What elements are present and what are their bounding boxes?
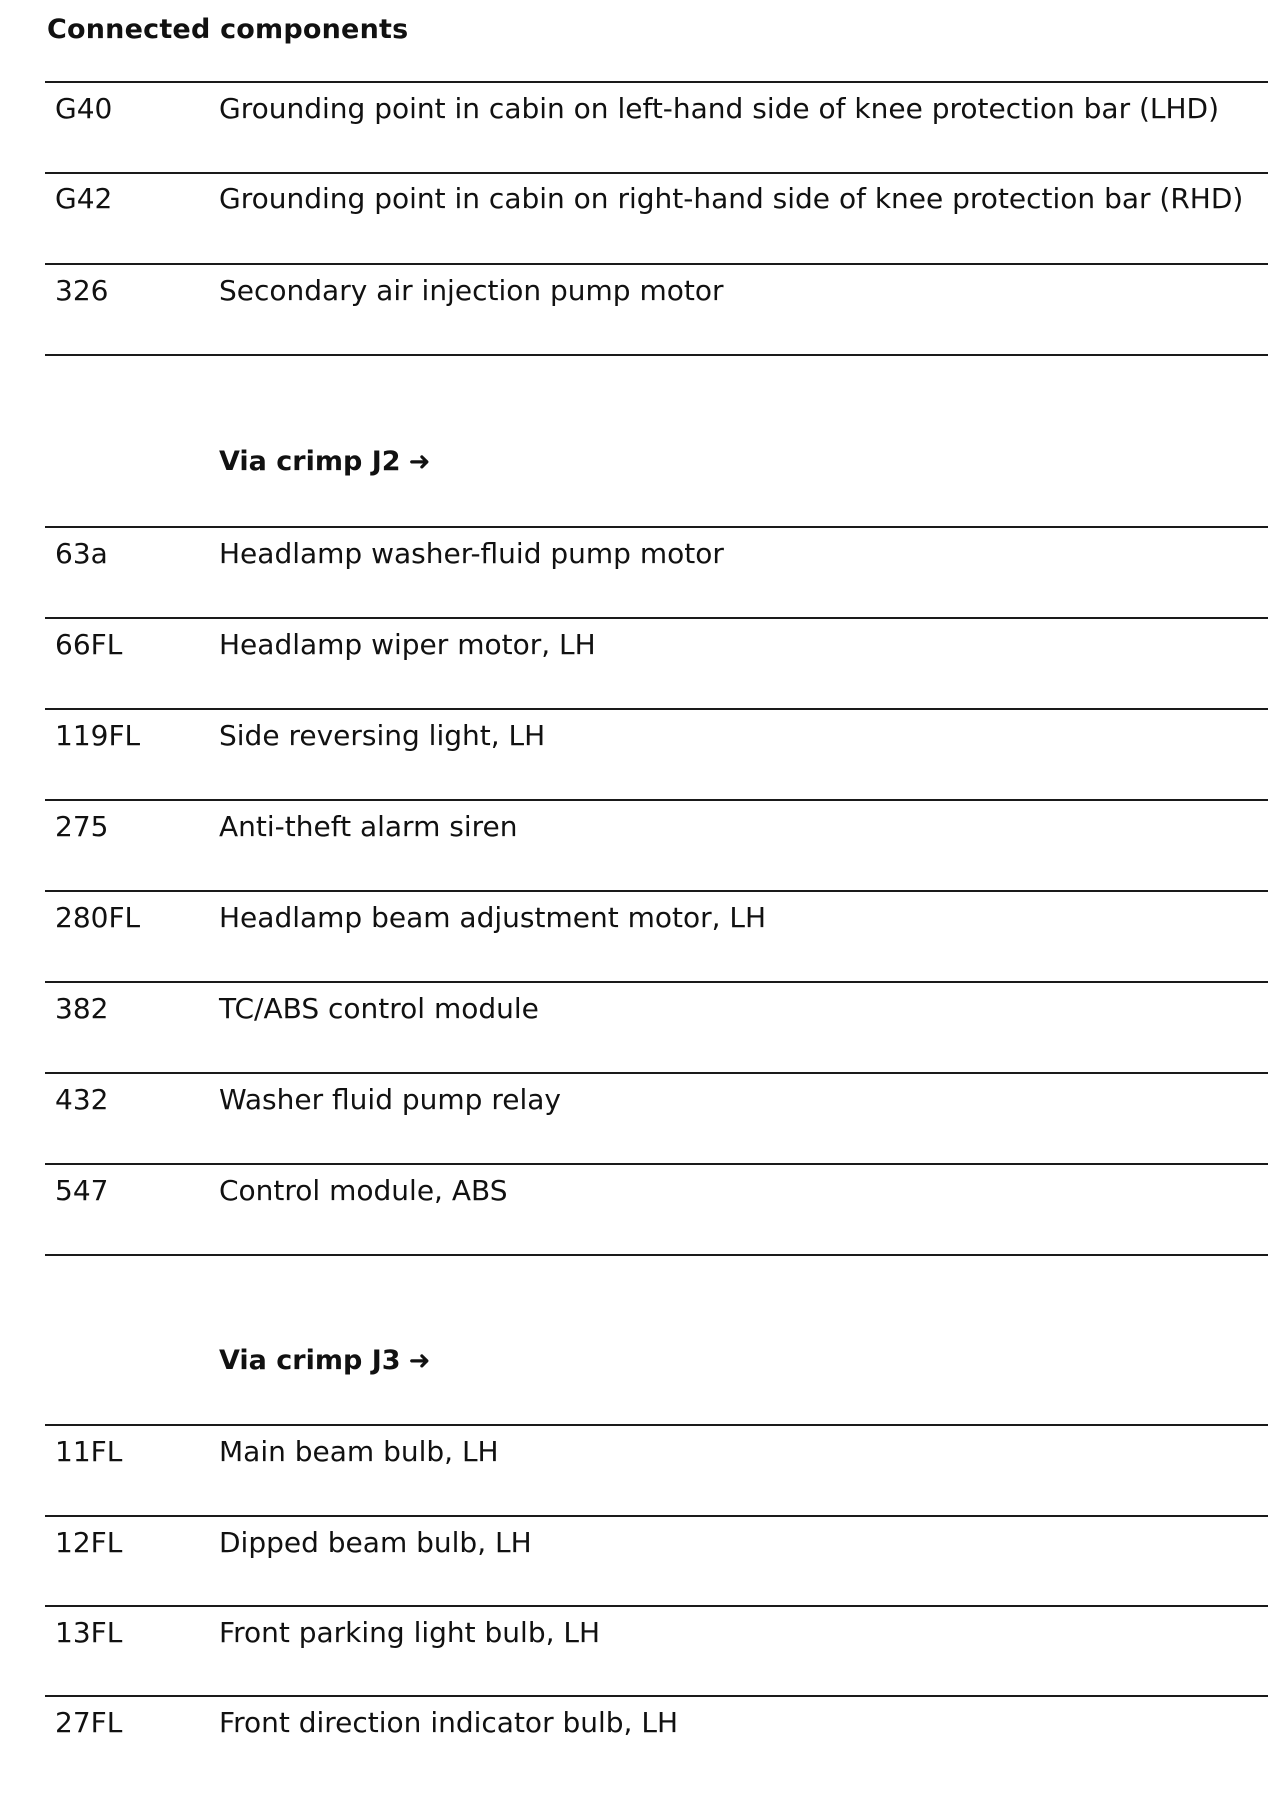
component-code: 382 bbox=[55, 992, 109, 1025]
section-heading-label: Via crimp J2 bbox=[219, 446, 401, 477]
component-description: Washer fluid pump relay bbox=[219, 1083, 561, 1116]
table-divider bbox=[45, 1605, 1268, 1607]
component-description: Headlamp beam adjustment motor, LH bbox=[219, 901, 767, 934]
component-description: TC/ABS control module bbox=[219, 992, 539, 1025]
section-heading bbox=[219, 1345, 430, 1376]
component-code: 275 bbox=[55, 810, 109, 843]
table-divider bbox=[45, 1695, 1268, 1697]
arrow-right-icon: ➜ bbox=[408, 447, 431, 477]
component-description: Front direction indicator bulb, LH bbox=[219, 1706, 679, 1739]
table-divider bbox=[45, 1254, 1268, 1256]
arrow-right-icon: ➜ bbox=[408, 1346, 431, 1376]
table-divider bbox=[45, 617, 1268, 619]
table-divider bbox=[45, 708, 1268, 710]
component-description: Dipped beam bulb, LH bbox=[219, 1526, 532, 1559]
component-description: Front parking light bulb, LH bbox=[219, 1616, 601, 1649]
component-code: G40 bbox=[55, 92, 113, 125]
component-code: 66FL bbox=[55, 628, 123, 661]
section-heading bbox=[219, 446, 430, 477]
component-code: 63a bbox=[55, 537, 108, 570]
table-divider bbox=[45, 172, 1268, 174]
component-description: Headlamp washer-fluid pump motor bbox=[219, 537, 724, 570]
table-divider bbox=[45, 526, 1268, 528]
table-divider bbox=[45, 354, 1268, 356]
table-divider bbox=[45, 81, 1268, 83]
table-divider bbox=[45, 1163, 1268, 1165]
component-code: 27FL bbox=[55, 1706, 123, 1739]
component-description: Control module, ABS bbox=[219, 1174, 508, 1207]
section-heading-label: Via crimp J3 bbox=[219, 1345, 401, 1376]
component-description: Side reversing light, LH bbox=[219, 719, 546, 752]
page-title: Connected components bbox=[47, 14, 409, 45]
component-code: 326 bbox=[55, 274, 109, 307]
component-code: 119FL bbox=[55, 719, 141, 752]
table-divider bbox=[45, 981, 1268, 983]
table-divider bbox=[45, 1072, 1268, 1074]
component-description: Grounding point in cabin on left-hand side of knee protection bar (LHD) bbox=[219, 92, 1220, 125]
component-code: 12FL bbox=[55, 1526, 123, 1559]
table-divider bbox=[45, 1515, 1268, 1517]
component-code: 547 bbox=[55, 1174, 109, 1207]
table-divider bbox=[45, 799, 1268, 801]
table-divider bbox=[45, 263, 1268, 265]
component-code: 432 bbox=[55, 1083, 109, 1116]
component-description: Secondary air injection pump motor bbox=[219, 274, 724, 307]
component-code: 11FL bbox=[55, 1435, 123, 1468]
table-divider bbox=[45, 890, 1268, 892]
table-divider bbox=[45, 1424, 1268, 1426]
component-description: Main beam bulb, LH bbox=[219, 1435, 499, 1468]
component-description: Headlamp wiper motor, LH bbox=[219, 628, 596, 661]
component-code: 13FL bbox=[55, 1616, 123, 1649]
component-code: 280FL bbox=[55, 901, 141, 934]
component-description: Grounding point in cabin on right-hand side of knee protection bar (RHD) bbox=[219, 182, 1244, 215]
component-code: G42 bbox=[55, 182, 113, 215]
component-description: Anti-theft alarm siren bbox=[219, 810, 518, 843]
